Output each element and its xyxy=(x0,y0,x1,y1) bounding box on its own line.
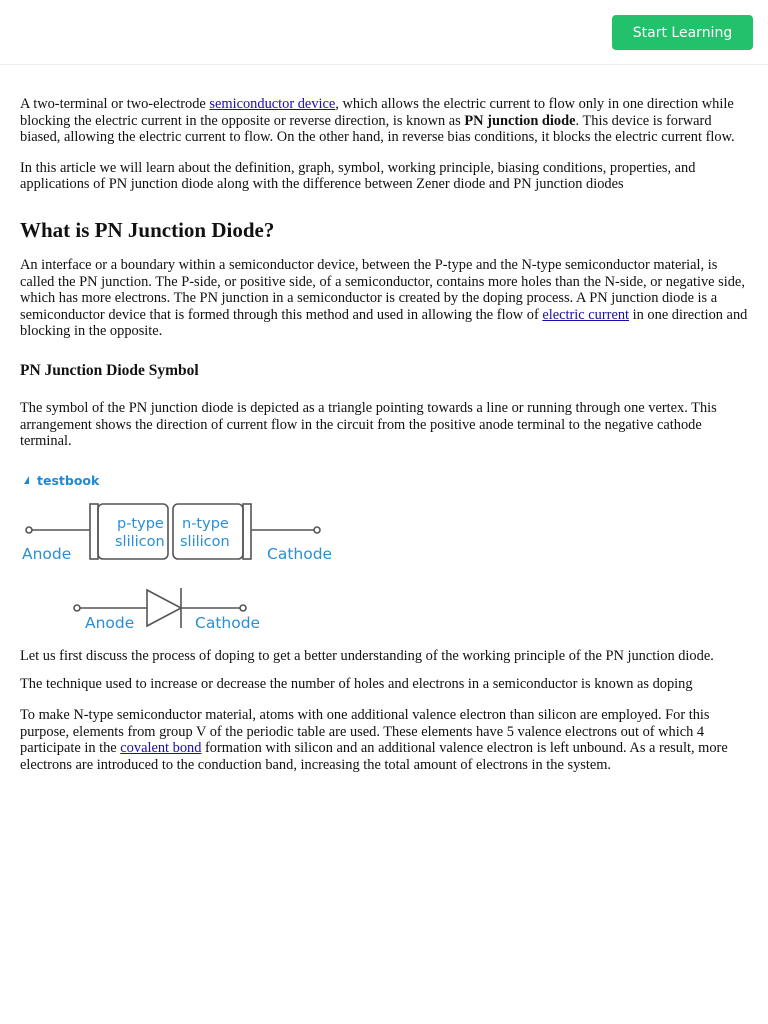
section-heading: What is PN Junction Diode? xyxy=(20,217,275,242)
cathode-label: Cathode xyxy=(267,544,333,563)
p-type-label: p-type xyxy=(117,515,164,532)
doping-definition-paragraph: The technique used to increase or decrease the number of holes and electrons in a semiconductor is known as doping xyxy=(20,676,693,693)
n-type-paragraph: To make N-type semiconductor material, atoms with one additional valence electron than silicon are employed. For this purpose, elements from group V of the periodic table are used. These elements have 5 valence electrons out of which 4 participate in the covalent bond formation with silicon and an additional valence electron is left unbound. As a result, more electrons are introduced to the conduction band, increasing the total amount of electrons in the system. xyxy=(20,706,728,773)
covalent-bond-link[interactable]: covalent bond xyxy=(120,740,202,757)
p-type-silicon-label: slilicon xyxy=(115,533,165,550)
symbol-subheading: PN Junction Diode Symbol xyxy=(20,361,199,379)
top-bar xyxy=(0,0,768,65)
cathode-plate xyxy=(243,504,251,559)
article-content xyxy=(20,96,748,773)
anode-plate xyxy=(90,504,98,559)
cathode-terminal-dot xyxy=(314,527,320,533)
semiconductor-device-link[interactable]: semiconductor device xyxy=(209,96,336,112)
definition-paragraph: An interface or a boundary within a semiconductor device, between the P-type and the N-type semiconductor material, is called the PN junction. The P-side, or positive side, of a semiconductor, contains more holes than the N-side, or negative side, which has more electrons. The PN junction in a semiconductor is created by the doping process. A PN junction diode is a semiconductor device that is formed through this method and used in allowing the flow of electric current in one direction and blocking in the opposite. xyxy=(20,256,748,340)
intro-paragraph: A two-terminal or two-electrode semiconductor device, which allows the electric current to flow only in one direction while blocking the electric current in the opposite or reverse direction, is known as PN junction diode. This device is forward biased, allowing the electric current to flow. On the other hand, in reverse bias conditions, it blocks the electric current flow. xyxy=(20,96,735,146)
anode-terminal-dot xyxy=(26,527,32,533)
brand-text: testbook xyxy=(37,472,100,488)
anode-label: Anode xyxy=(22,544,72,563)
symbol-anode-label: Anode xyxy=(85,613,135,632)
pn-junction-diode-bold: PN junction diode xyxy=(464,112,576,129)
electric-current-link[interactable]: electric current xyxy=(542,306,630,323)
start-learning-button[interactable]: Start Learning xyxy=(612,15,753,50)
overview-paragraph: In this article we will learn about the definition, graph, symbol, working principle, biasing conditions, properties, and applications of PN junction diode along with the difference between Zener diode and PN junction diodes xyxy=(20,159,696,193)
pn-junction-diagram xyxy=(20,458,748,648)
n-type-label: n-type xyxy=(182,515,229,532)
symbol-anode-dot xyxy=(74,605,80,611)
n-type-silicon-label: slilicon xyxy=(180,533,230,550)
symbol-paragraph: The symbol of the PN junction diode is depicted as a triangle pointing towards a line or running through one vertex. This arrangement shows the direction of current flow in the circuit from the positive anode terminal to the negative cathode terminal. xyxy=(20,399,717,450)
testbook-logo-icon xyxy=(24,476,29,484)
diagram-svg xyxy=(20,458,748,648)
doping-intro-paragraph: Let us first discuss the process of doping to get a better understanding of the working principle of the PN junction diode. xyxy=(20,647,714,664)
symbol-cathode-dot xyxy=(240,605,246,611)
diode-triangle-icon xyxy=(147,590,181,626)
symbol-cathode-label: Cathode xyxy=(195,613,261,632)
